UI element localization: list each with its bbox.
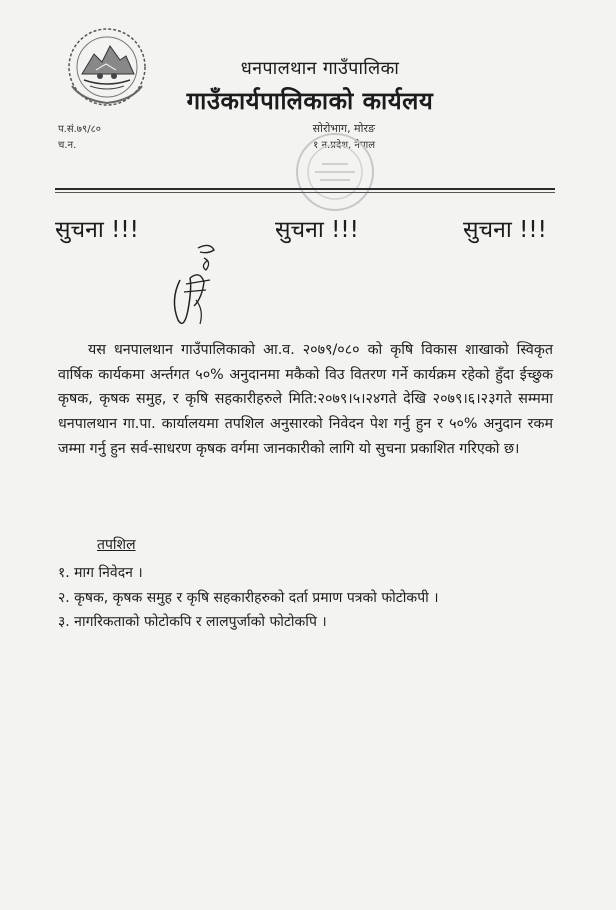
- government-emblem-icon: [62, 26, 152, 108]
- list-item: २. कृषक, कृषक समुह र कृषि सहकारीहरुको दर्ता प्रमाण पत्रको फोटोकपी ।: [58, 590, 439, 606]
- office-stamp-icon: [290, 130, 380, 215]
- list-item: १. माग निवेदन ।: [58, 565, 143, 581]
- reference-number: प.सं.७९/८०: [58, 124, 101, 135]
- list-item: ३. नागरिकताको फोटोकपि र लालपुर्जाको फोटोकपि ।: [58, 614, 327, 630]
- header-divider: [55, 188, 555, 190]
- dispatch-number: च.न.: [58, 140, 77, 151]
- office-title: गाउँकार्यपालिकाको कार्यलय: [186, 87, 434, 115]
- address-line-2: १ न.प्रदेश, नेपाल: [313, 140, 375, 151]
- notice-body-text: यस धनपालथान गाउँपालिकाको आ.व. २०७९/०८० को कृषि विकास शाखाको स्विकृत वार्षिक कार्यकमा अर्न्तगत ५०% अनुदानमा मकैको विउ वितरण गर्ने कार्यक्रम रहेको हुँदा ईच्छुक कृषक, कृषक समुह, र कृषि सहकारीहरुले मिति:२०७९।५।२४गते देखि २०७९।६।२३गते सम्ममा धनपालथान गा.पा. कार्यालयमा तपशिल अनुसारको निवेदन पेश गर्नु हुन र ५०% अनुदान रकम जम्मा गर्नु हुन सर्व-साधरण कृषक वर्गमा जानकारीको लागि यो सुचना प्रकाशित गरिएको छ।: [58, 342, 553, 457]
- municipality-name: धनपालथान गाउँपालिका: [240, 58, 400, 79]
- notice-heading-left: सुचना !!!: [55, 217, 139, 243]
- address-line-1: सोरोभाग, मोरङ: [312, 122, 375, 135]
- header-divider-thin: [55, 192, 555, 193]
- details-heading: तपशिल: [97, 537, 136, 553]
- notice-heading-right: सुचना !!!: [463, 217, 547, 243]
- notice-heading-middle: सुचना !!!: [275, 217, 359, 243]
- signature-icon: [160, 240, 225, 335]
